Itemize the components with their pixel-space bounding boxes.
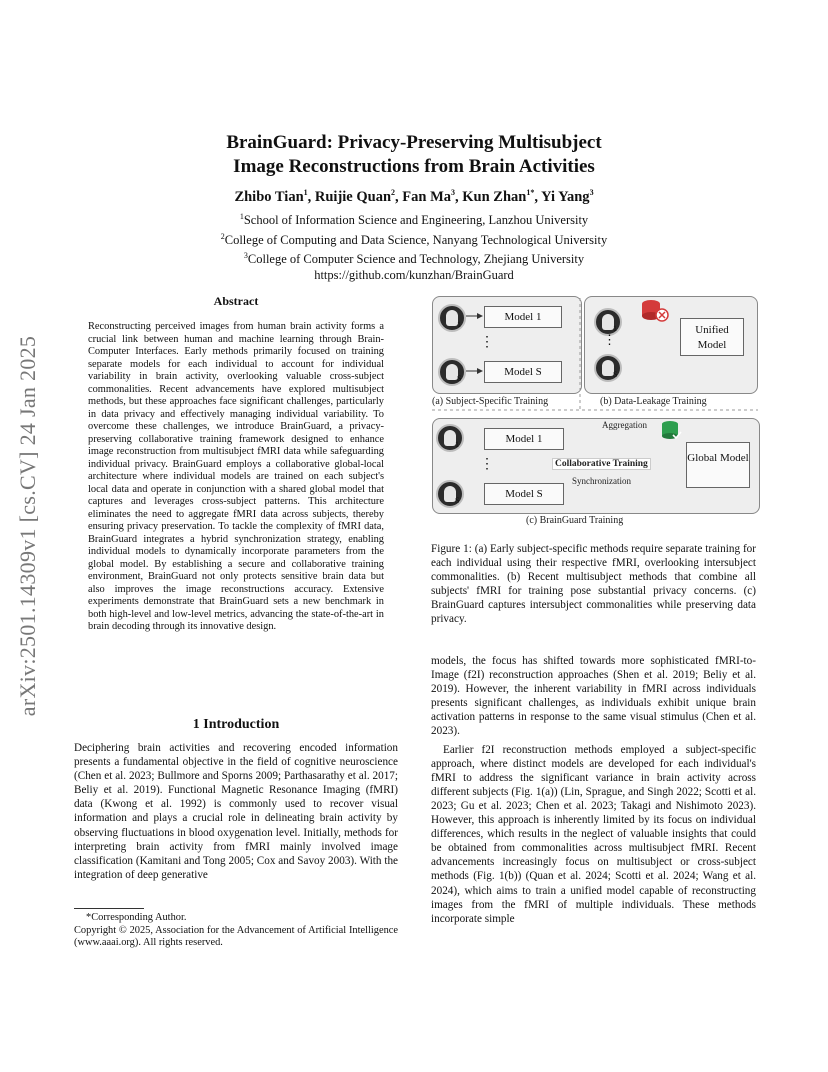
author: Ruijie Quan <box>314 188 392 205</box>
data-leak-alert-icon <box>640 298 670 324</box>
model-s-box: Model S <box>484 361 562 383</box>
ellipsis: ⋮ <box>603 332 616 347</box>
footnote-copyright: Copyright © 2025, Association for the Advancement of Artificial Intelligence (www.aaai.org). All rights reserved. <box>74 924 398 948</box>
footnote-corresponding: *Corresponding Author. <box>86 912 187 923</box>
author-mark: 2 <box>391 188 396 197</box>
paragraph: Earlier f2I reconstruction methods employed a subject-specific approach, where distinct models are developed for each individual's fMRI to address the significant variance in brain activity across different subjects (Fig. 1(a)) (Lin, Sprague, and Singh 2022; Scotti et al. 2023; Gu et al. 2023; Chen et al. 2023; Takagi and Nishimoto 2023). However, this approach is inherently limited by its focus on individual differences, which results in the neglect of valuable insights that could be obtained from commonalities across multisubject fMRI. Recent advancements increasingly focus on multisubject or cross-subject methods (Fig. 1(b)) (Quan et al. 2024; Scotti et al. 2024; Wang et al. 2024), which aims to train a unified model capable of reconstructing images from the fMRI of multiple individuals. These methods incorporate simple <box>431 743 756 925</box>
aggregation-label: Aggregation <box>602 420 647 430</box>
subject-head-icon <box>436 480 464 508</box>
author-mark: 1* <box>526 188 535 197</box>
model-1-box: Model 1 <box>484 306 562 328</box>
model-s-box-c: Model S <box>484 483 564 505</box>
paragraph: models, the focus has shifted towards more sophisticated fMRI-to-Image (f2I) reconstruction approaches (Shen et al. 2019; Beliy et al. 2019). However, the inherent variability in fMRI across individuals presents significant challenges, as individuals exhibit unique brain activation patterns in response to the same visual stimulus (Chen et al. 2023). <box>431 655 756 738</box>
subject-index: 1 <box>613 324 617 333</box>
synchronization-label: Synchronization <box>572 476 631 486</box>
panel-c-label: (c) BrainGuard Training <box>526 515 624 526</box>
subject-index: S <box>455 496 460 505</box>
storage-icon <box>660 420 682 442</box>
subject-index: S <box>613 370 618 379</box>
collaborative-training-label: Collaborative Training <box>552 458 651 470</box>
panel-a-label: (a) Subject-Specific Training <box>432 396 549 407</box>
subject-index: 1 <box>457 320 461 329</box>
subject-index: 1 <box>455 440 459 449</box>
figure-caption: Figure 1: (a) Early subject-specific methods require separate training for each individual using their respective fMRI, overlooking intersubject commonalities. (b) Recent multisubject methods that combine all subjects' fMRI for training pose substantial privacy concerns. (c) BrainGuard captures intersubject commonalities while preserving data privacy. <box>431 543 756 626</box>
ellipsis: ⋮ <box>480 457 494 472</box>
subject-head-icon <box>594 354 622 382</box>
figure-1 <box>428 292 760 532</box>
arxiv-identifier: arXiv:2501.14309v1 [cs.CV] 24 Jan 2025 <box>15 335 40 717</box>
author-mark: 1 <box>303 188 308 197</box>
section-heading-introduction: 1 Introduction <box>192 717 280 732</box>
author: Zhibo Tian <box>234 188 304 205</box>
global-model-box: Global Model <box>686 442 750 488</box>
ellipsis: ⋮ <box>480 335 494 350</box>
model-1-box-c: Model 1 <box>484 428 564 450</box>
right-column-text <box>431 654 756 926</box>
panel-b-label: (b) Data-Leakage Training <box>600 396 707 407</box>
paper-title <box>120 131 708 179</box>
footnotes <box>74 912 398 950</box>
abstract-text: Reconstructing perceived images from human brain activity forms a crucial link between human and machine learning through Brain-Computer Interfaces. Early methods primarily focused on training separate models for each individual to account for individual variability in brain activity, overlooking valuable cross-subject commonalities. Recent advancements have explored multisubject methods, but these approaches face significant challenges, particularly in data privacy and effectively managing individual variability. To overcome these challenges, we introduce BrainGuard, a privacy-preserving collaborative training framework designed to enhance image reconstruction from multisubject fMRI data while safeguarding individual privacy. BrainGuard employs a collaborative global-local architecture where individual models are trained on each subject's local data and operate in conjunction with a shared global model that captures and leverages cross-subject patterns. This architecture eliminates the need to aggregate fMRI data across subjects, thereby ensuring privacy preservation. To tackle the complexity of fMRI data, BrainGuard integrates a hybrid synchronization strategy, enabling individual models to dynamically incorporate parameters from the global model. By establishing a secure and collaborative training environment, BrainGuard not only protects sensitive brain data but also improves the image reconstructions accuracy. Extensive experiments demonstrate that BrainGuard sets a new benchmark in both high-level and low-level metrics, advancing the state-of-the-art in brain decoding through its innovative design. <box>88 321 384 632</box>
author-list: Zhibo Tian$^1$, Ruijie Quan$^2$, Fan Ma$^3$, Kun Zhan$^{1*}$, Yi Yang$^3$ <box>234 188 594 205</box>
affiliation: $^1$School of Information Science and Engineering, Lanzhou University <box>239 212 589 228</box>
title-line-1: BrainGuard: Privacy-Preserving Multisubject <box>226 132 602 153</box>
abstract-heading: Abstract <box>213 294 259 308</box>
affiliation: $^2$College of Computing and Data Science, Nanyang Technological University <box>220 231 608 247</box>
author: Fan Ma <box>402 188 452 205</box>
title-line-2: Image Reconstructions from Brain Activities <box>233 156 595 177</box>
author: Yi Yang <box>541 188 590 205</box>
affiliation: $^3$College of Computer Science and Technology, Zhejiang University <box>243 251 585 267</box>
author-mark: 3 <box>451 188 456 197</box>
intro-paragraph: Deciphering brain activities and recovering encoded information presents a fundamental objective in the field of cognitive neuroscience (Chen et al. 2023; Bullmore and Sporns 2009; Parthasarathy et al. 2017; Beliy et al. 2019). Functional Magnetic Resonance Imaging (fMRI) data (Kwong et al. 1992) is commonly used to recover visual information and plays a crucial role in delineating brain activity by observing fluctuations in blood oxygenation level. Initially, methods for interpreting brain activity from fMRI mainly involved image classification (Kamitani and Tong 2005; Cox and Savoy 2003). With the integration of deep generative <box>74 742 398 881</box>
subject-head-icon <box>436 424 464 452</box>
author: Kun Zhan <box>462 188 527 205</box>
unified-model-box: Unified Model <box>680 318 744 356</box>
project-url[interactable]: https://github.com/kunzhan/BrainGuard <box>314 267 514 282</box>
subject-index: S <box>457 374 462 383</box>
footnote-divider <box>74 908 144 909</box>
affiliations <box>120 209 708 283</box>
author-mark: 3 <box>589 188 594 197</box>
